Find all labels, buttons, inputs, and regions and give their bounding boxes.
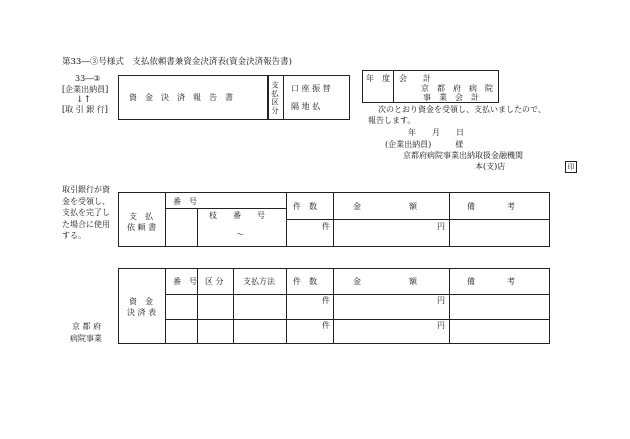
notice-branch: 本(支)店 (475, 162, 506, 171)
yen-unit: 円 (437, 321, 445, 330)
fiscal-box (362, 70, 499, 103)
usage-note-line: 取引銀行が資 (62, 185, 110, 194)
payment-request-label-2: 依 頼 書 (127, 223, 157, 232)
range-tilde: ～ (236, 230, 244, 239)
payment-option-transfer: 口 座 振 替 (291, 84, 331, 93)
col-remarks: 備 考 (467, 202, 515, 211)
col-category: 区 分 (205, 277, 224, 286)
notice-line-2: 報告します。 (368, 116, 416, 125)
col-amount: 金 額 (353, 202, 417, 211)
payment-request-label-1: 支 払 (129, 212, 153, 221)
notice-institution: 京都府病院事業出納取扱金融機関 (403, 151, 523, 160)
usage-note-line: 金を受領し、 (62, 196, 110, 206)
unit-label: [企業出納員] (62, 85, 109, 94)
yen-unit: 円 (437, 222, 445, 231)
transfer-arrows: ↓↑ (76, 95, 92, 105)
account-label: 会 計 (399, 74, 431, 83)
payment-type-label: 支払区分 (270, 81, 280, 115)
col-count: 件 数 (293, 277, 317, 286)
col-payment-method: 支払方法 (243, 277, 275, 286)
col-branch-number: 枝 番 号 (209, 211, 265, 220)
settlement-label-2: 決 済 表 (127, 308, 157, 317)
report-label: 資 金 決 済 報 告 書 (129, 93, 233, 102)
settlement-label-1: 資 金 (129, 297, 153, 306)
payment-request-table (118, 192, 550, 247)
issuer-label-2: 病院事業 (70, 334, 102, 343)
notice-addressee: (企業出納員) 様 (385, 140, 464, 149)
count-unit: 件 (322, 321, 330, 330)
form-code: 33―③ (75, 74, 101, 83)
notice-date: 年 月 日 (408, 128, 464, 137)
payment-type-box (268, 75, 350, 120)
col-number: 番 号 (173, 197, 197, 206)
form-title: 第33―③号様式 支払依頼書兼資金決済表(資金決済報告書) (62, 57, 292, 67)
count-unit: 件 (322, 296, 330, 305)
issuer-label-1: 京 都 府 (72, 322, 102, 331)
usage-note-line: する。 (62, 231, 86, 240)
col-count: 件 数 (293, 202, 317, 211)
notice-line-1: 次のとおり資金を受領し、支払いましたので、 (378, 105, 546, 114)
yen-unit: 円 (437, 296, 445, 305)
col-number: 番 号 (173, 277, 197, 286)
col-amount: 金 額 (353, 277, 417, 286)
count-unit: 件 (322, 222, 330, 231)
usage-note-line: 支払を完了し (62, 208, 110, 217)
payment-option-remote: 隔 地 払 (291, 102, 321, 111)
col-remarks: 備 考 (467, 277, 515, 286)
bank-label: [取 引 銀 行] (62, 105, 108, 114)
fund-settlement-table (118, 268, 550, 344)
hospital-name: 京 都 府 病 院 (421, 84, 493, 93)
fiscal-year-label: 年 度 (366, 74, 390, 83)
seal-mark: 印 (565, 161, 577, 173)
business-account: 事 業 会 計 (423, 93, 479, 102)
usage-note (62, 184, 110, 242)
usage-note-line: た場合に使用 (62, 219, 110, 229)
report-box (118, 75, 268, 120)
